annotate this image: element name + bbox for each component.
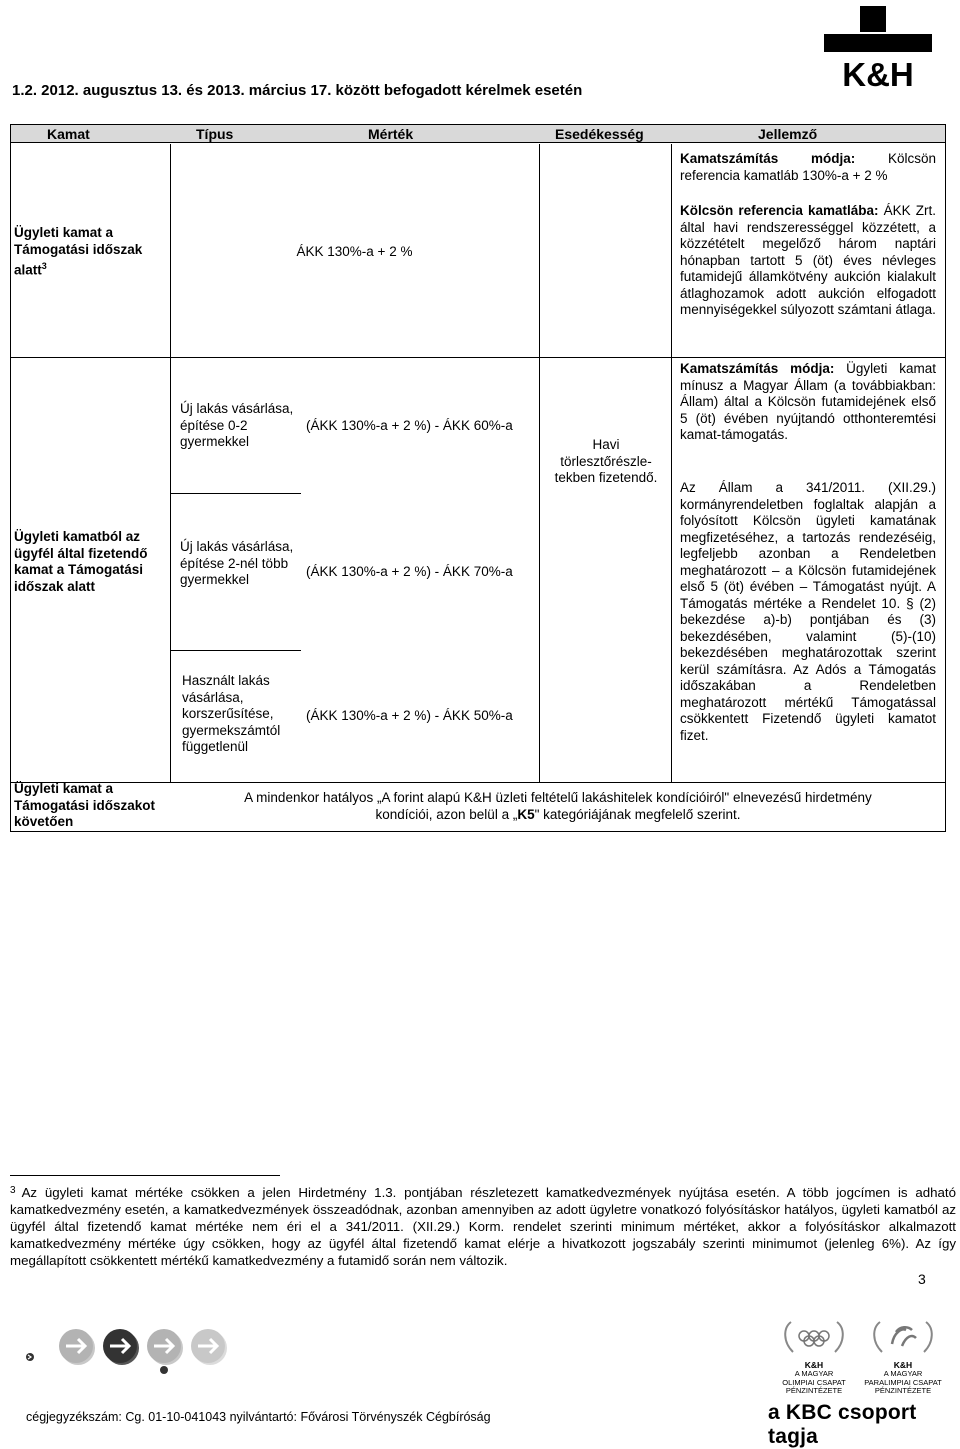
olympic-team-badge: K&H A MAGYAR OLIMPIAI CSAPAT PÉNZINTÉZETE: [773, 1318, 855, 1398]
page-number: 3: [918, 1271, 926, 1287]
rate-new-0-2: (ÁKK 130%-a + 2 %) - ÁKK 60%-a: [306, 418, 513, 433]
row1-desc-b: Kölcsön referencia kamatlába: ÁKK Zrt. által havi rendszerességgel közzétett, a közzétételt megelőző három naptári hónapban tartott 5 (öt) éves névleges futamidejű államkötvény aukción kialakult átlaghozamok adott aukción elfogadott mennyiségekkel súlyozott számtani átlaga.: [680, 203, 936, 317]
row3-label: Ügyleti kamat a Támogatási időszakot követően: [14, 781, 156, 829]
decorative-arrows: [20, 1308, 230, 1368]
row2-due: Havi törlesztőrészle-tekben fizetendő.: [554, 437, 658, 485]
rate-new-more-than-2: (ÁKK 130%-a + 2 %) - ÁKK 70%-a: [306, 564, 513, 579]
row2-label: Ügyleti kamatból az ügyfél által fizetendő kamat a Támogatási időszak alatt: [14, 529, 148, 594]
row1-desc-a: Kamatszámítás módja: Kölcsön referencia kamatláb 130%-a + 2 %: [680, 151, 936, 183]
company-registry: cégjegyzékszám: Cg. 01-10-041043 nyilvántartó: Fővárosi Törvényszék Cégbíróság: [26, 1410, 491, 1424]
type-new-0-2: Új lakás vásárlása, építése 0-2 gyermekkel: [180, 401, 294, 449]
olympic-rings-icon: [799, 1331, 829, 1346]
header-jellemzo: Jellemző: [758, 126, 818, 142]
footnote-separator: [10, 1175, 280, 1176]
kbc-group-tagline: a KBC csoport tagja: [768, 1401, 917, 1448]
row1-rate: ÁKK 130%-a + 2 %: [296, 244, 413, 259]
header-esedekesseg: Esedékesség: [555, 126, 644, 142]
type-used: Használt lakás vásárlása, korszerűsítése, gyermekszámtól függetlenül: [182, 673, 281, 754]
footnote: $^3$ Az ügyleti kamat mértéke csökken a jelen Hirdetmény 1.3. pontjában részletezett kamatkedvezmények nyújtása esetén. A több jogcímen is adható kamatkedvezmény esetén, a kamatkedvezmények összeadódnak, azonban amennyiben az adott ügyletre vonatkozó folyósításkor hatályos, ügyleti kamatból az ügyfél által fizetendő kamat mértéke nem éri el a 341/2011. (XII.29.) Korm. rendelet szerinti minimum mértéket, akkor a folyósításkor alkalmazott kamatkedvezmény mértéke úgy csökken, hogy az ügyfél által fizetendő kamat elérje a hivatkozott jogszabály szerinti minimumot (jelenleg 6%). Az így megállapított csökkentett mértékű kamatkedvezmény a futamidő során nem változik.: [10, 1185, 956, 1268]
row2-desc-a: Kamatszámítás módja: Ügyleti kamat mínusz a Magyar Állam (a továbbiakban: Állam) által a Kölcsön futamidejének első 5 (öt) évében nyújtandó otthonteremtési kamat-támogatás.: [680, 361, 936, 442]
row1-label: Ügyleti kamat a Támogatási időszak alatt$^3$: [14, 225, 143, 278]
paralympic-agitos-icon: [892, 1327, 916, 1346]
header-tipus: Típus: [196, 126, 234, 142]
rate-used: (ÁKK 130%-a + 2 %) - ÁKK 50%-a: [306, 708, 513, 723]
row3-text: A mindenkor hatályos „A forint alapú K&H üzleti feltételű lakáshitelek kondícióiról" elnevezésű hirdetmény kondíciói, azon belül a „K5" kategóriájának megfelelő szerint.: [244, 790, 872, 822]
small-arrow-icon: [26, 1353, 34, 1361]
header-kamat: Kamat: [47, 126, 90, 142]
logo-text: K&H: [842, 56, 914, 93]
arrow-circle-icon-2: [103, 1329, 139, 1365]
header-mertek: Mérték: [368, 126, 414, 142]
interest-table: [10, 124, 946, 832]
arrow-circle-icon-4: [191, 1329, 227, 1365]
page-heading: 1.2. 2012. augusztus 13. és 2013. március 17. között befogadott kérelmek esetén: [12, 82, 583, 99]
table-header: [11, 125, 945, 143]
arrow-circle-icon-3: [147, 1329, 183, 1365]
row2-desc-b: Az Állam a 341/2011. (XII.29.) kormányrendeletben foglaltak alapján a folyósított Kölcsön ügyleti kamatának megfizetéséhez, a tartozás rendezéséig, legfeljebb azonban a Rendeletben meghatározott – a Kölcsön futamidejének első 5 (öt) évében – Támogatást nyújt. A Támogatás mértéke a Rendelet 10. § (2) bekezdése a)-b) pontjában és (3) bekezdésében, valamint (5)-(10) bekezdésében meghatározottak szerint kerül számításra. Az Adós a Támogatás időszakában a Rendeletben meghatározott mértékű Támogatással csökkentett Fizetendő ügyleti kamatot fizet.: [680, 480, 936, 743]
arrow-circle-icon-1: [59, 1329, 95, 1365]
paralympic-team-badge: K&H A MAGYAR PARALIMPIAI CSAPAT PÉNZINTÉZETE: [862, 1318, 944, 1398]
small-arrow-icon-2: [160, 1366, 168, 1374]
type-new-more-than-2: Új lakás vásárlása, építése 2-nél több gyermekkel: [180, 539, 294, 587]
kh-cross-logo-icon: [822, 6, 934, 93]
laurel-wreath-icon: [785, 1322, 843, 1352]
